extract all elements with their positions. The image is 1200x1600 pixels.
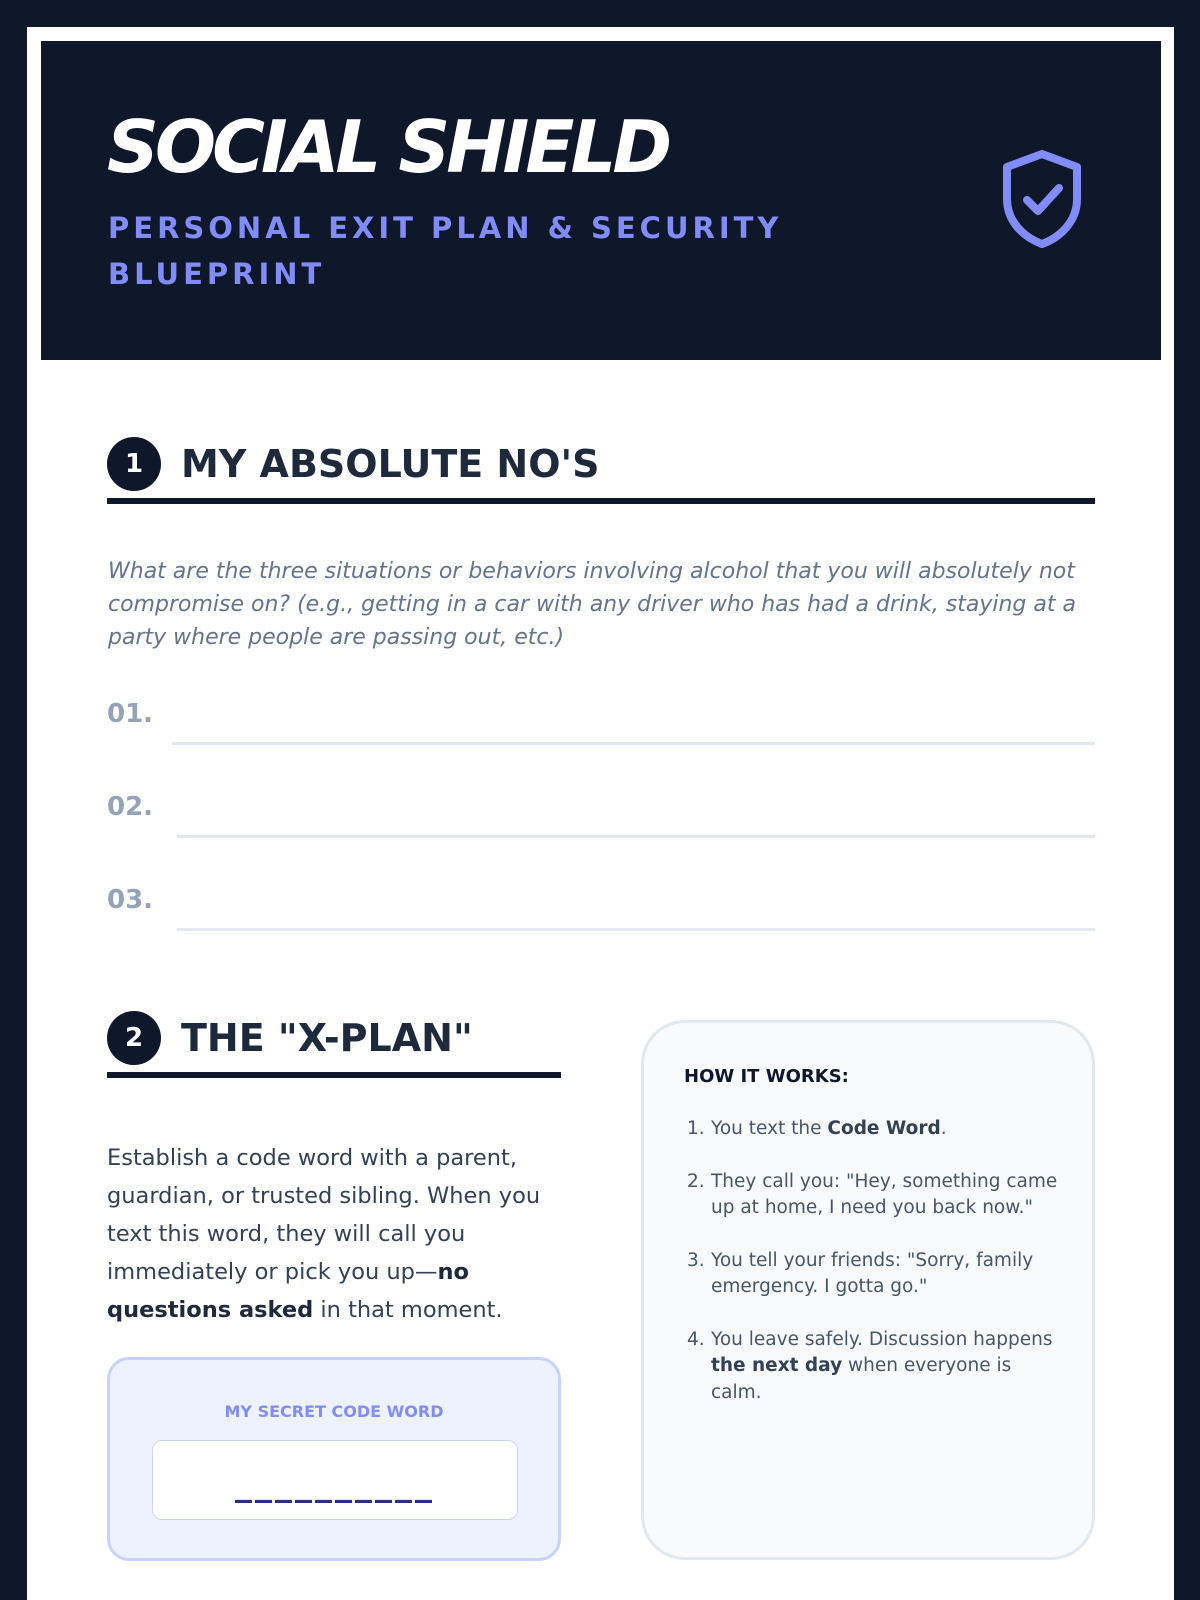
answer-line-2[interactable] (107, 792, 1095, 832)
step-text: . (940, 1118, 947, 1139)
step-emphasis: the next day (711, 1355, 843, 1376)
step-text: You leave safely. Discussion happens (711, 1328, 1053, 1350)
section-1-description: What are the three situations or behaviors involving alcohol that you will absolutely not compromise on? (e.g., getting in a car with any driver who has had a drink, staying at a party where people are passing out, etc.) (108, 559, 1076, 650)
section-2-header (107, 1014, 561, 1078)
description-text: in that moment. (313, 1297, 503, 1323)
step-item (684, 1248, 1064, 1301)
step-item (684, 1116, 1064, 1143)
step-text: You tell your friends: "Sorry, family emergency. I gotta go." (711, 1249, 1034, 1297)
how-it-works-title: HOW IT WORKS: (684, 1066, 849, 1087)
code-word-label: MY SECRET CODE WORD (224, 1402, 444, 1421)
step-number: 2. (687, 1170, 705, 1192)
step-number: 1. (687, 1118, 705, 1139)
section-1-header (107, 440, 1095, 504)
step-text: when everyone is calm. (711, 1355, 1012, 1403)
section-number-badge: 2 (107, 1011, 161, 1065)
answer-line-label: 03. (107, 885, 154, 915)
step-text: You text the (711, 1118, 828, 1139)
section-number-badge: 1 (107, 437, 161, 491)
description-emphasis: no questions asked (107, 1259, 469, 1323)
step-text: They call you: "Hey, something came up at home, I need you back now." (711, 1170, 1058, 1218)
section-2-description (107, 1139, 547, 1329)
answer-line-rule (177, 928, 1095, 931)
page-title: SOCIAL SHIELD (107, 105, 669, 189)
code-word-field[interactable]: __________ (152, 1440, 518, 1520)
step-number: 3. (687, 1249, 705, 1271)
section-2-title: THE "X-PLAN" (181, 1016, 473, 1060)
step-number: 4. (687, 1328, 705, 1350)
header-banner (41, 41, 1161, 360)
answer-line-rule (177, 835, 1095, 838)
step-item (684, 1169, 1064, 1222)
answer-line-label: 01. (107, 699, 154, 729)
answer-line-3[interactable] (107, 885, 1095, 925)
section-1-title: MY ABSOLUTE NO'S (181, 442, 600, 486)
code-word-card (107, 1357, 561, 1561)
answer-line-label: 02. (107, 792, 154, 822)
description-text: Establish a code word with a parent, guardian, or trusted sibling. When you text this word, they will call you immediately or pick you up— (107, 1145, 541, 1285)
worksheet-page (27, 27, 1174, 1600)
how-it-works-steps (684, 1116, 1064, 1432)
step-item (684, 1327, 1064, 1407)
answer-line-rule (172, 742, 1095, 745)
answer-line-1[interactable] (107, 699, 1095, 739)
step-emphasis: Code Word (827, 1118, 941, 1139)
how-it-works-card (641, 1020, 1095, 1560)
page-subtitle: PERSONAL EXIT PLAN & SECURITY BLUEPRINT (108, 211, 783, 291)
shield-check-icon (999, 149, 1085, 249)
